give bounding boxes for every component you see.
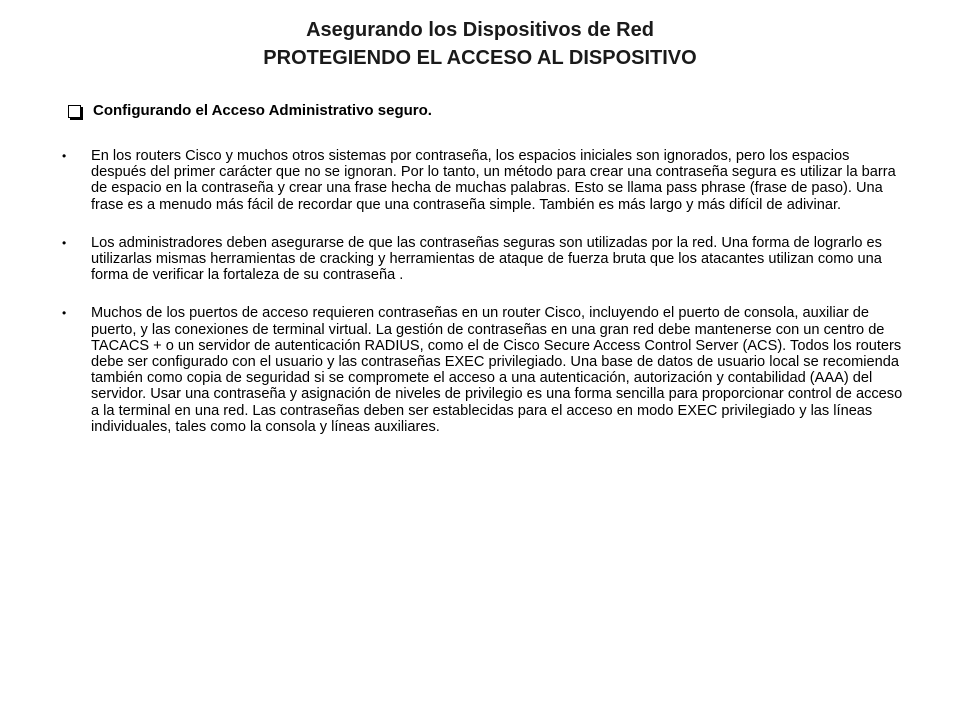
section-heading-row [68,101,432,121]
title-line-2: PROTEGIENDO EL ACCESO AL DISPOSITIVO [263,47,697,69]
bullet-text: En los routers Cisco y muchos otros sistemas por contraseña, los espacios iniciales son ignorados, pero los espacios después del primer carácter que no se ignoran. Por lo tanto, un método para crear una contraseña segura es utilizar la barra de espacio en la contraseña y crear una frase hecha de muchas palabras. Esto se llama pass phrase (frase de paso). Una frase es a menudo más fácil de recordar que una contraseña simple. También es más largo y más difícil de adivinar. [91,148,896,213]
checkbox-square-icon [68,105,81,118]
bullet-list [60,148,905,457]
bullet-text: Los administradores deben asegurarse de que las contraseñas seguras son utilizadas por la red. Una forma de lograrlo es utilizarlas mismas herramientas de cracking y herramientas de ataque de fuerza bruta que los atacantes utilizan como una forma de verificar la fortaleza de su contraseña . [91,234,882,284]
bullet-dot-icon: • [62,235,67,250]
bullet-item-3 [60,305,905,435]
bullet-dot-icon: • [62,306,67,321]
bullet-dot-icon: • [62,149,67,163]
bullet-item-2 [60,235,905,284]
title-line-1: Asegurando los Dispositivos de Red [306,19,654,41]
bullet-item-1 [60,148,905,213]
bullet-text: Muchos de los puertos de acceso requieren contraseñas en un router Cisco, incluyendo el puerto de consola, auxiliar de puerto, y las conexiones de terminal virtual. La gestión de contraseñas en una gran red debe mantenerse con un centro de TACACS + o un servidor de autenticación RADIUS, como el de Cisco Secure Access Control Server (ACS). Todos los routers debe ser configurado con el usuario y las contraseñas EXEC privilegiado. Una base de datos de usuario local se recomienda también como copia de seguridad si se compromete el acceso a una autenticación, autorización y contabilidad (AAA) del servidor. Usar una contraseña y asignación de niveles de privilegio es una forma sencilla para proporcionar control de acceso a la terminal en una red. Las contraseñas deben ser establecidas para el acceso en modo EXEC privilegiado y las líneas individuales, tales como la consola y líneas auxiliares. [91,305,903,435]
slide-title [0,16,960,72]
section-heading: Configurando el Acceso Administrativo seguro. [93,102,432,119]
